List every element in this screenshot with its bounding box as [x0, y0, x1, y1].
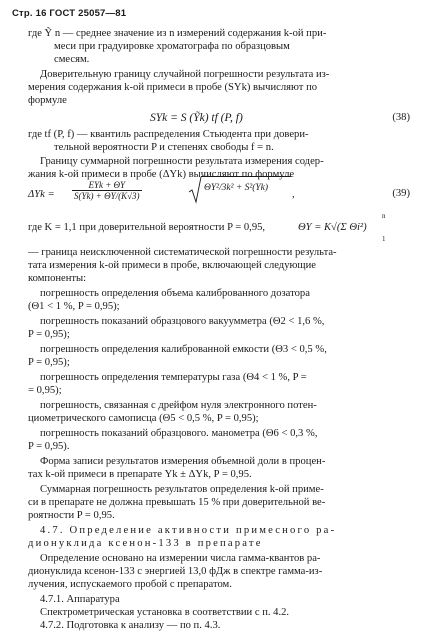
subsection-heading: 4.7.1. Аппаратура — [40, 594, 120, 605]
text-line: где Ỹ n — среднее значение из n измерений содержания k-ой при- — [28, 28, 327, 39]
text-line: (Θ1 < 1 %, P = 0,95); — [28, 301, 120, 312]
equation-39-numerator: EYk + ΘY — [72, 180, 142, 191]
text-line: компоненты: — [28, 273, 87, 284]
equation-39-denominator: S(Yk) + ΘY/(K√3) — [74, 191, 140, 201]
equation-number-38: (38) — [392, 112, 410, 123]
section-heading: дионуклида ксенон-133 в препарате — [28, 538, 263, 549]
text-line: 4.7.2. Подготовка к анализу — по п. 4.3. — [40, 620, 221, 631]
text-line: роятности P = 0,95. — [28, 510, 115, 521]
equation-39-comma: , — [292, 189, 295, 200]
text-line: си в препарате не должна превышать 15 % при доверительной ве- — [28, 497, 326, 508]
text-line: Спектрометрическая установка в соответствии с п. 4.2. — [40, 607, 290, 618]
text-line: погрешность показаний образцового вакуумметра (Θ2 < 1,6 %, — [40, 316, 325, 327]
text-line: смесям. — [54, 54, 90, 65]
theta-y-formula: ΘY = K√(Σ Θi²) — [298, 222, 367, 233]
text-line: где tf (P, f) — квантиль распределения Стьюдента при довери- — [28, 129, 309, 140]
text-line: тельной вероятности P и степенях свободы f = n. — [54, 142, 274, 153]
text-line: Определение основано на измерении числа гамма-квантов ра- — [40, 553, 321, 564]
text-line: формуле — [28, 95, 67, 106]
text-line: погрешность определения объема калиброванного дозатора — [40, 288, 310, 299]
text-line: тах k-ой примеси в препарате Yk ± ΔYk, P = 0,95. — [28, 469, 252, 480]
sum-lower-limit: 1 — [382, 235, 386, 243]
equation-39-radicand: ΘY²/3k² + S²(Yk) — [204, 183, 269, 193]
text-line: дионуклида ксенон-133 с энергией 13,0 фДж в спектре гамма-из- — [28, 566, 323, 577]
text-line: = 0,95); — [28, 385, 62, 396]
equation-39-lhs: ΔYk = — [28, 189, 55, 200]
text-line: жания k-ой примеси в пробе (ΔYk) вычисляют по формуле — [28, 169, 295, 180]
section-heading: 4.7. Определение активности примесного ра- — [40, 525, 337, 536]
sqrt-bar — [201, 176, 291, 177]
text-line: мерения содержания k-ой примеси в пробе (SYk) вычисляют по — [28, 82, 318, 93]
text-line: меси при градуировке хроматографа по образцовым — [54, 41, 290, 52]
text-line: P = 0,95); — [28, 357, 70, 368]
text-line: погрешность показаний образцового. манометра (Θ6 < 0,3 %, — [40, 428, 318, 439]
equation-number-39: (39) — [392, 188, 410, 199]
equation-38: SYk = S (Ỹk) tf (P, f) — [150, 112, 243, 124]
text-line: P = 0,95); — [28, 329, 70, 340]
text-line: Доверительную границу случайной погрешности результата из- — [40, 69, 330, 80]
text-line: Суммарная погрешность результатов определения k-ой приме- — [40, 484, 324, 495]
equation-39-fraction — [72, 180, 142, 201]
sqrt-symbol-icon — [188, 176, 202, 204]
sum-upper-limit: n — [382, 212, 386, 220]
text-line: P = 0,95). — [28, 441, 70, 452]
text-line: погрешность определения калиброванной емкости (Θ3 < 0,5 %, — [40, 344, 327, 355]
text-line: — граница неисключенной систематической погрешности результа- — [28, 247, 337, 258]
page-header: Стр. 16 ГОСТ 25057—81 — [12, 8, 127, 19]
text-line: погрешность определения температуры газа (Θ4 < 1 %, P = — [40, 372, 307, 383]
text-line: погрешность, связанная с дрейфом нуля электронного потен- — [40, 400, 317, 411]
text-line: Границу суммарной погрешности результата измерения содер- — [40, 156, 324, 167]
text-line: лучения, испускаемого пробой с препаратом. — [28, 579, 232, 590]
text-line: Форма записи результатов измерения объемной доли в процен- — [40, 456, 326, 467]
text-line: циометрического самописца (Θ5 < 0,5 %, P = 0,95); — [28, 413, 259, 424]
text-line: тата измерения k-ой примеси в пробе, включающей следующие — [28, 260, 316, 271]
text-line: где K = 1,1 при доверительной вероятности P = 0,95, — [28, 222, 266, 233]
